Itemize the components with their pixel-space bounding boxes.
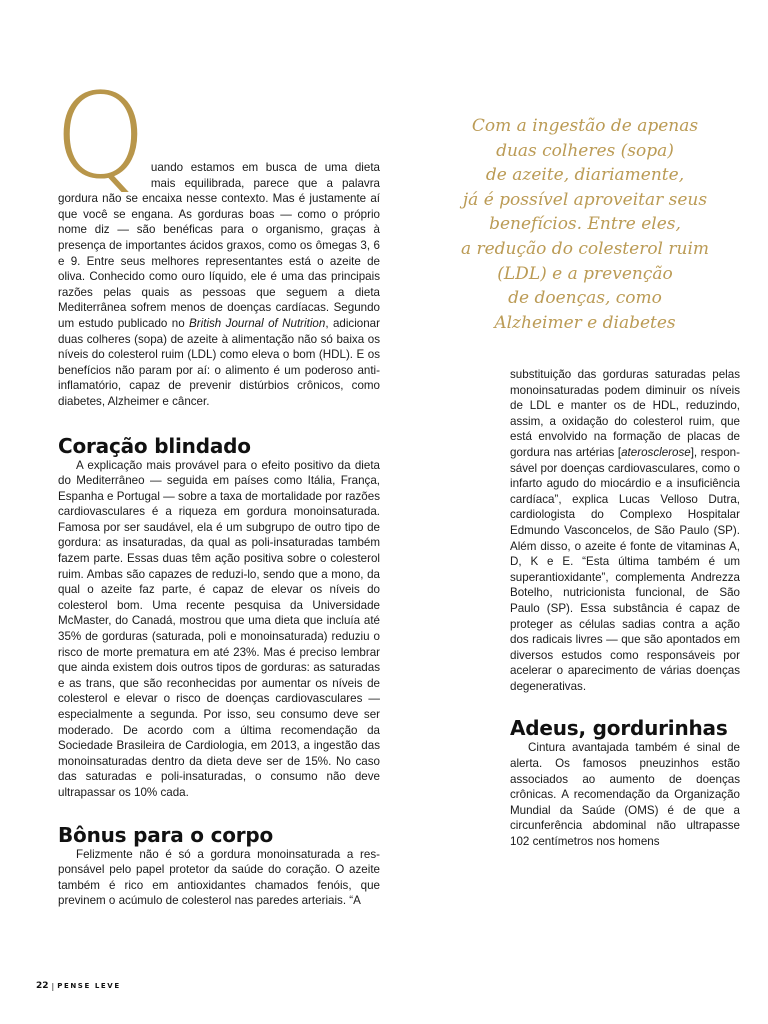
intro-paragraph bbox=[54, 67, 380, 410]
pull-quote-line: Alzheimer e diabetes bbox=[494, 312, 676, 333]
pull-quote-line: a redução do colesterol ruim bbox=[460, 238, 710, 259]
intro-text bbox=[58, 160, 380, 410]
footer-separator: | bbox=[51, 981, 55, 991]
pull-quote-line: duas colheres (sopa) bbox=[496, 140, 674, 161]
right-column bbox=[510, 367, 740, 850]
pull-quote-line: (LDL) e a prevenção bbox=[497, 263, 673, 284]
adeus-body: Cintura avantajada também é sinal de alerta. Os famosos pneuzinhos estão associados ao aumento de doenças crônicas. A recomendação da Organização Mundial da Saúde (OMS) é de que a circunferência abdominal não ultrapasse 102 centímetros nos homens bbox=[510, 741, 740, 849]
left-column bbox=[54, 67, 380, 909]
magazine-name: PENSE LEVE bbox=[57, 982, 121, 990]
journal-name: British Journal of Nutrition bbox=[189, 316, 326, 330]
aterosclerose-term: aterosclerose bbox=[621, 445, 691, 459]
pull-quote-line: benefícios. Entre eles, bbox=[489, 214, 681, 235]
pull-quote-line: de azeite, diariamente, bbox=[485, 165, 685, 186]
drop-cap: Q bbox=[54, 67, 145, 205]
heading-coracao-blindado: Coração blindado bbox=[58, 433, 251, 458]
heading-bonus-para-o-corpo: Bônus para o corpo bbox=[58, 822, 274, 847]
continuation-text-start: substituição das gorduras saturadas pelas monoinsaturadas podem diminuir os níveis de LDL e manter os de HDL, reduzindo, assim, a oxidação do colesterol ruim, que está envolvido na formação de placas de gordura nas artérias [ bbox=[510, 368, 740, 459]
pull-quote bbox=[420, 114, 750, 335]
page-footer bbox=[36, 981, 121, 991]
continuation-body bbox=[510, 367, 740, 694]
pull-quote-line: já é possível aproveitar seus bbox=[462, 189, 708, 210]
intro-text-end: , adicionar duas colheres (sopa) de azeite à alimentação não só baixa os níveis do colesterol ruim (LDL) como eleva o bom (HDL). E os benefícios não param por aí: o alimento é um poderoso anti-inflamatório, capaz de prevenir distúrbios crônicos, como diabetes, Alzheimer e câncer. bbox=[58, 316, 380, 408]
pull-quote-line: Com a ingestão de apenas bbox=[471, 116, 699, 136]
bonus-body: Felizmente não é só a gordura monoinsaturada a responsável pelo papel protetor da saúde do coração. O azeite também é rico em antioxidantes chamados fenóis, que previnem o acúmulo de colesterol nas paredes arteriais. “A bbox=[58, 847, 380, 908]
intro-text-start: uando estamos em busca de uma dieta mais equilibrada, parece que a palavra gordura não se encaixa nesse contexto. Mas é justamente aí que você se engana. As gorduras boas — como o próprio nome diz — são benéficas para o organismo, graças à presença de importantes ácidos graxos, como os ômegas 3, 6 e 9. Entre seus melhores representantes está o azeite de oliva. Conhecido como ouro líquido, ele é uma das principais razões pelas quais as pessoas que seguem a dieta Mediterrânea sofrem menos de doenças cardíacas. Segundo um estudo publicado no bbox=[58, 161, 380, 330]
continuation-text-end: ], responsável por doenças cardiovasculares, como o infarto agudo do miocárdio e a insuficiência cardíaca”, explica Lucas Velloso Dutra, cardiologista do Complexo Hospitalar Edmundo Vasconcelos, de São Paulo (SP). Além disso, o azeite é fonte de vitaminas A, D, K e E. “Esta última também é um superantioxidante”, complementa Andrezza Botelho, nutricionista funcional, de São Paulo (SP). Essa substância é capaz de proteger as células sadias contra a ação dos radicais livres — que são apontados em diversos estudos como responsáveis por acelerar o aparecimento de várias doenças degenerativas. bbox=[510, 445, 740, 693]
page-number: 22 bbox=[36, 981, 49, 991]
pull-quote-line: de doenças, como bbox=[508, 288, 662, 309]
coracao-body: A explicação mais provável para o efeito positivo da dieta do Mediterrâneo — seguida em países como Itália, França, Espanha e Portugal — sobre a taxa de mortalidade por razões cardiovasculares é a riqueza em gordura monoinsaturada. Famosa por ser saudável, ela é um subgrupo de outro tipo de gordura: as insaturadas, da qual as poli-insaturadas também fazem parte. Essas duas têm ação positiva sobre o colesterol ruim. Ambas são capazes de reduzi-lo, sendo que a mono, da qual o azeite faz parte, é capaz de elevar os níveis do colesterol bom. Uma recente pesquisa da Universidade McMaster, do Canadá, mostrou que uma dieta que incluía até 35% de gorduras (saturada, poli e monoinsaturada) reduziu o risco de morte prematura em até 23%. Mas é preciso lembrar que ainda existem dois outros tipos de gorduras: as saturadas e as trans, que são reconhecidas por aumentar os níveis de colesterol e elevar o risco de doenças cardiovasculares — especialmente a segunda. Por isso, seu consumo deve ser moderado. De acordo com a última recomendação da Sociedade Brasileira de Cardiologia, em 2013, a ingestão das monoinsaturadas dentro da dieta deve ser de 15%. No caso das saturadas e poli-insaturadas, o consumo não deve ultrapassar os 10% cada. bbox=[58, 458, 380, 799]
heading-adeus-gordurinhas: Adeus, gordurinhas bbox=[510, 716, 728, 741]
